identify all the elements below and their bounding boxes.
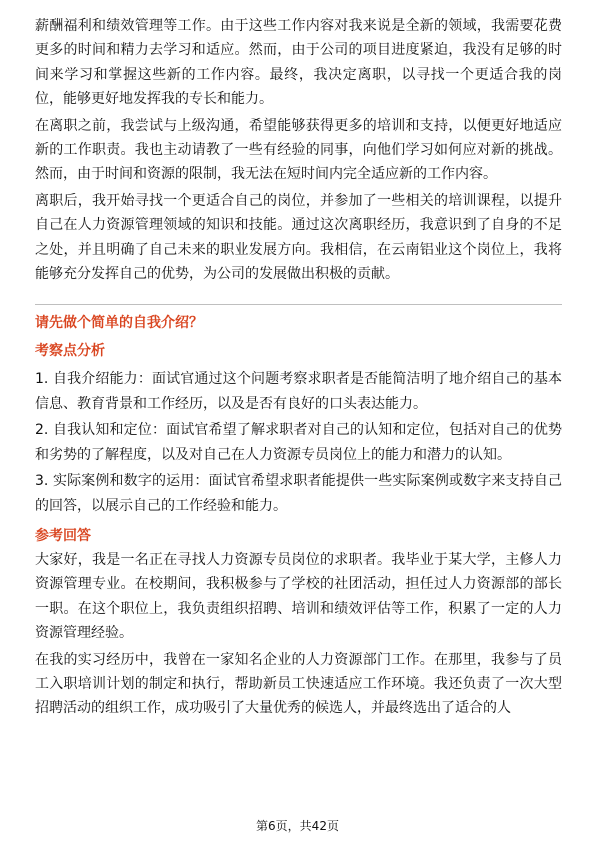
analysis-point: 2. 自我认知和定位：面试官希望了解求职者对自己的认知和定位，包括对自己的优势和劣势的了解程度，以及对自己在人力资源专员岗位上的能力和潜力的认知。: [35, 422, 562, 463]
analysis-point: 3. 实际案例和数字的运用：面试官希望求职者能提供一些实际案例或数字来支持自己的回答，以展示自己的工作经验和能力。: [35, 473, 562, 514]
intro-paragraph: 离职后，我开始寻找一个更适合自己的岗位，并参加了一些相关的培训课程，以提升自己在人力资源管理领域的知识和技能。通过这次离职经历，我意识到了自身的不足之处，并且明确了自己未来的职业发展方向。我相信，在云南铝业这个岗位上，我将能够充分发挥自己的优势，为公司的发展做出积极的贡献。: [35, 192, 562, 283]
answer-paragraph: 大家好，我是一名正在寻找人力资源专员岗位的求职者。我毕业于某大学，主修人力资源管理专业。在校期间，我积极参与了学校的社团活动，担任过人力资源部的部长一职。在这个职位上，我负责组织招聘、培训和绩效评估等工作，积累了一定的人力资源管理经验。: [35, 551, 562, 642]
question-heading: 请先做个简单的自我介绍？: [35, 315, 203, 332]
intro-paragraph: 在离职之前，我尝试与上级沟通，希望能够获得更多的培训和支持，以便更好地适应新的工作职责。我也主动请教了一些有经验的同事，向他们学习如何应对新的挑战。然而，由于时间和资源的限制，我无法在短时间内完全适应新的工作内容。: [35, 117, 562, 183]
intro-paragraph: 薪酬福利和绩效管理等工作。由于这些工作内容对我来说是全新的领域，我需要花费更多的时间和精力去学习和适应。然而，由于公司的项目进度紧迫，我没有足够的时间来学习和掌握这些新的工作内容。最终，我决定离职，以寻找一个更适合我的岗位，能够更好地发挥我的专长和能力。: [35, 18, 562, 108]
page-number: 第6页，共42页: [256, 819, 339, 833]
document-body: [35, 14, 562, 723]
answer-paragraph: 在我的实习经历中，我曾在一家知名企业的人力资源部门工作。在那里，我参与了员工入职培训计划的制定和执行，帮助新员工快速适应工作环境。我还负责了一次大型招聘活动的组织工作，成功吸引了大量优秀的候选人，并最终选出了适合的人: [35, 651, 562, 717]
analysis-heading: 考察点分析: [35, 343, 105, 360]
answer-heading: 参考回答: [35, 527, 91, 544]
analysis-point: 1. 自我介绍能力：面试官通过这个问题考察求职者是否能简洁明了地介绍自己的基本信息、教育背景和工作经历，以及是否有良好的口头表达能力。: [35, 371, 562, 412]
section-divider: [35, 304, 562, 305]
